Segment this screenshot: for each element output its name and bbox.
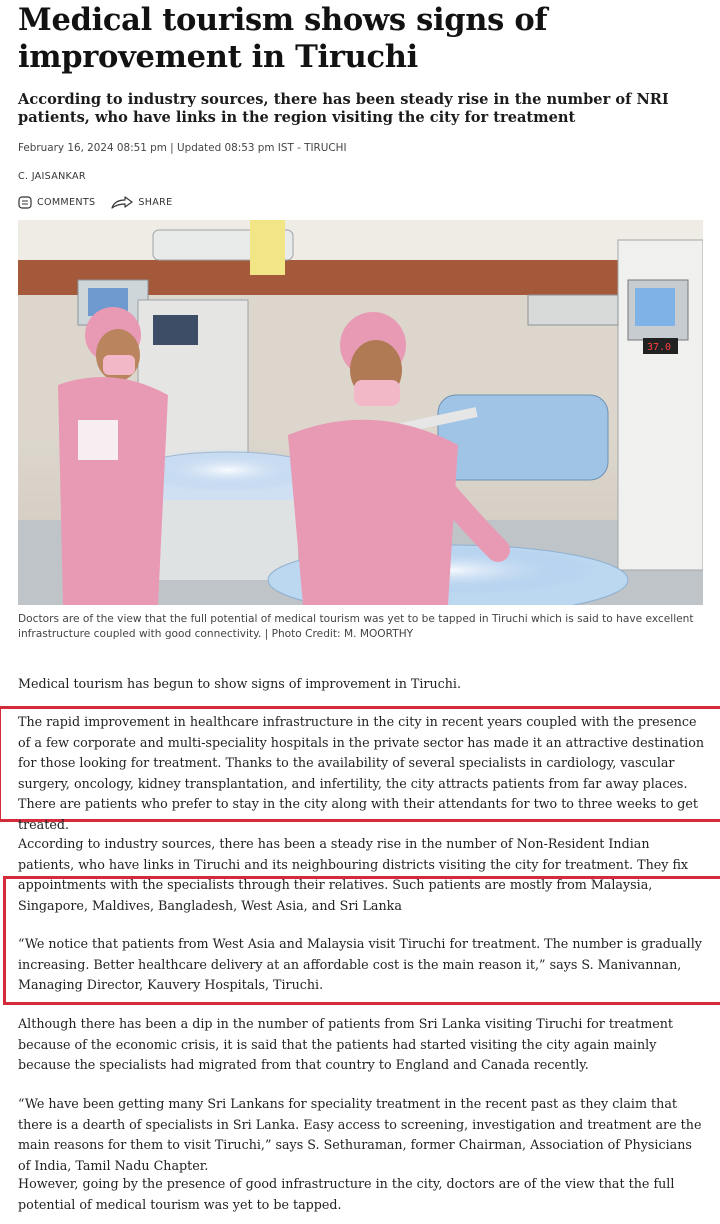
comments-label: COMMENTS [37, 197, 96, 208]
photo-caption: Doctors are of the view that the full potential of medical tourism was yet to be tapped in Tiruchi which is said to have excellent infrastructure coupled with good connectivity. | Photo Credit: M. MOORTHY [18, 613, 694, 640]
article-photo [18, 220, 703, 605]
article-header [18, 0, 704, 209]
paragraph-1: Medical tourism has begun to show signs of improvement in Tiruchi. [18, 676, 462, 691]
comments-button[interactable] [18, 196, 95, 209]
article-paragraph [18, 1094, 708, 1176]
article-paragraph [18, 712, 708, 836]
article-paragraph [18, 674, 708, 695]
share-label: SHARE [138, 197, 173, 208]
article-actions [18, 196, 704, 209]
comments-icon [18, 196, 32, 209]
paragraph-5: Although there has been a dip in the number of patients from Sri Lanka visiting Tiruchi for treatment because of the economic crisis, it is said that the patients had started visiting the city again mainly because the specialists had migrated from that country to England and Canada recently. [18, 1016, 674, 1073]
paragraph-4: “We notice that patients from West Asia and Malaysia visit Tiruchi for treatment. The number is gradually increasing. Better healthcare delivery at an affordable cost is the main reason it,” says S. Manivannan, Managing Director, Kauvery Hospitals, Tiruchi. [18, 936, 702, 993]
share-button[interactable] [111, 196, 172, 209]
paragraph-7: However, going by the presence of good infrastructure in the city, doctors are of the view that the full potential of medical tourism was yet to be tapped. [18, 1176, 675, 1212]
article-paragraph [18, 934, 708, 996]
article-paragraph [18, 1014, 708, 1076]
article-paragraph [18, 1174, 708, 1215]
author-byline[interactable]: C. JAISANKAR [18, 171, 86, 182]
photo-illustration [18, 220, 703, 605]
subheadline: According to industry sources, there has been steady rise in the number of NRI patients, who have links in the region visiting the city for treatment [18, 91, 669, 126]
paragraph-2: The rapid improvement in healthcare infrastructure in the city in recent years coupled with the presence of a few corporate and multi-speciality hospitals in the private sector has made it an attractive destination for those looking for treatment. Thanks to the availability of several specialists in cardiology, vascular surgery, oncology, kidney transplantation, and infertility, the city attracts patients from far away places. There are patients who prefer to stay in the city along with their attendants for two to three weeks to get treated. [18, 714, 705, 832]
share-icon [111, 196, 133, 209]
headline: Medical tourism shows signs of improvement in Tiruchi [18, 2, 548, 75]
paragraph-3: According to industry sources, there has been a steady rise in the number of Non-Resident Indian patients, who have links in Tiruchi and its neighbouring districts visiting the city for treatment. They fix appointments with the specialists through their relatives. Such patients are mostly from Malaysia, Singapore, Maldives, Bangladesh, West Asia, and Sri Lanka [18, 836, 689, 913]
svg-text:37.0: 37.0 [647, 342, 672, 353]
dateline: February 16, 2024 08:51 pm | Updated 08:53 pm IST - TIRUCHI [18, 142, 347, 154]
paragraph-6: “We have been getting many Sri Lankans for speciality treatment in the recent past as they claim that there is a dearth of specialists in Sri Lanka. Easy access to screening, investigation and treatment are the main reasons for them to visit Tiruchi,” says S. Sethuraman, former Chairman, Association of Physicians of India, Tamil Nadu Chapter. [18, 1096, 702, 1173]
